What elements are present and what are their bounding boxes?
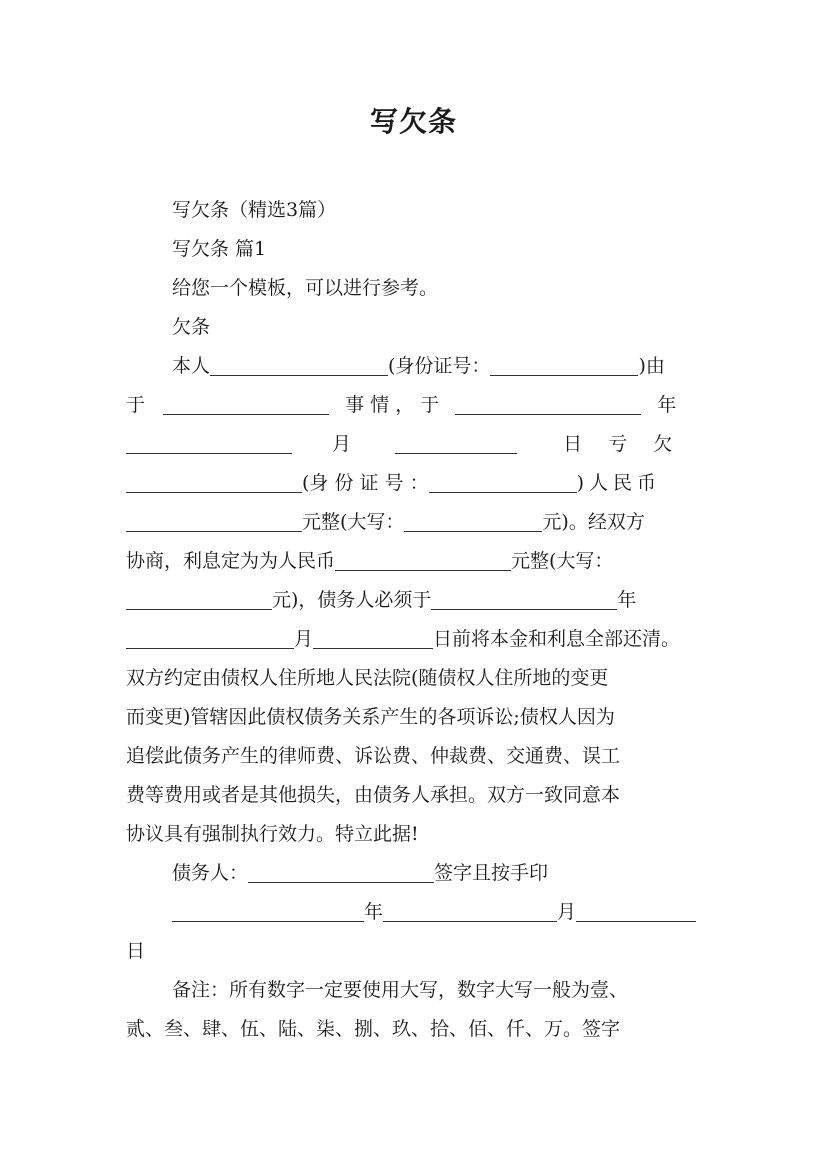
line-2: 写欠条 篇1 [172, 238, 267, 260]
line-5: 本人 (身份证号： )由 [172, 355, 665, 377]
blank-creditor-id [429, 470, 577, 493]
line-13: 双方约定由债权人住所地人民法院(随债权人住所地的变更 [126, 667, 609, 689]
blank-interest-upper [126, 587, 272, 610]
blank-sign-day [576, 899, 696, 922]
blank-interest [335, 548, 511, 571]
line-19: 年 月 [126, 893, 703, 932]
line-14: 而变更)管辖因此债权债务关系产生的各项诉讼;债权人因为 [126, 706, 615, 728]
blank-month [126, 431, 292, 454]
line-15: 追偿此债务产生的律师费、诉讼费、仲裁费、交通费、误工 [126, 745, 621, 767]
line-1: 写欠条（精选3篇） [172, 199, 337, 221]
blank-sign-month [383, 899, 557, 922]
line-18: 债务人： 签字且按手印 [172, 862, 549, 884]
blank-due-day [313, 626, 433, 649]
line-6: 于 事 情 ， 于 年 [126, 394, 677, 416]
blank-year [455, 392, 641, 415]
line-12: 月 日前将本金和利息全部还清。 [126, 620, 703, 659]
line-22: 贰、叁、肆、伍、陆、柒、捌、玖、拾、佰、仟、万。签字 [126, 1018, 621, 1040]
document-body [126, 191, 703, 1049]
blank-id [490, 353, 638, 376]
blank-amount-upper [404, 509, 542, 532]
line-21: 备注：所有数字一定要使用大写，数字大写一般为壹、 [172, 979, 629, 1001]
blank-matter [163, 392, 329, 415]
line-11: 元)，债务人必须于 年 [126, 581, 703, 620]
line-9: 元整(大写： 元)。经双方 [126, 503, 703, 542]
line-17: 协议具有强制执行效力。特立此据! [126, 823, 419, 845]
document-title: 写欠条 [369, 105, 457, 138]
line-3: 给您一个模板，可以进行参考。 [172, 277, 439, 299]
blank-day [395, 431, 517, 454]
line-20: 日 [126, 940, 146, 962]
blank-creditor [126, 470, 302, 493]
line-4: 欠条 [172, 316, 211, 338]
line-7: 月 日 亏 欠 [126, 425, 703, 464]
blank-due-year [431, 587, 617, 610]
line-10: 协商，利息定为为人民币 元整(大写： [126, 550, 614, 572]
line-16: 费等费用或者是其他损失，由债务人承担。双方一致同意本 [126, 784, 621, 806]
blank-due-month [126, 626, 294, 649]
blank-name [210, 353, 388, 376]
line-8: (身 份 证 号 ： )人民币 [126, 464, 703, 503]
blank-amount [126, 509, 302, 532]
blank-sign-year [172, 899, 364, 922]
blank-debtor-signature [248, 860, 434, 883]
